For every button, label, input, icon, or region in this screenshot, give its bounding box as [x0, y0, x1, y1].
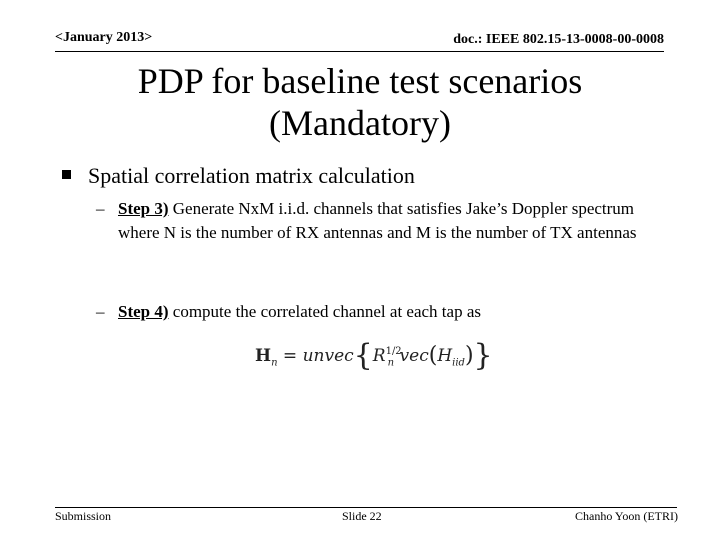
footer-divider: [55, 507, 677, 508]
footer-author: Chanho Yoon (ETRI): [574, 509, 678, 523]
formula-vec: vec: [399, 346, 429, 366]
dash-bullet-icon: –: [96, 199, 105, 218]
formula-lhs: H: [255, 346, 272, 366]
formula-h-sub: iid: [452, 357, 465, 369]
sub-bullet-body: [118, 300, 656, 324]
formula-unvec: unvec: [302, 346, 354, 366]
formula-equals: =: [277, 346, 303, 366]
slide-title-line-2: (Mandatory): [269, 103, 451, 143]
formula-r: R: [372, 346, 386, 366]
slide-title-line-1: PDP for baseline test scenarios: [137, 61, 583, 101]
footer-slide-number: Slide 22: [342, 509, 382, 523]
sub-bullet-body: [118, 197, 656, 245]
step-text: compute the correlated channel at each tap as: [168, 302, 481, 321]
dash-bullet-icon: –: [96, 302, 105, 321]
header-doc-id: doc.: IEEE 802.15-13-0008-00-0008: [453, 32, 664, 47]
formula-lhs-sub: n: [271, 357, 278, 369]
correlation-formula: [255, 338, 493, 373]
sub-bullet-step-3: [96, 197, 656, 245]
square-bullet-icon: [62, 170, 71, 179]
header-date: <January 2013>: [55, 30, 153, 45]
step-text: Generate NxM i.i.d. channels that satisfies Jake’s Doppler spectrum where N is the number of RX antennas and M is the number of TX antennas: [118, 199, 637, 242]
step-label: Step 4): [118, 302, 169, 321]
slide-title: [40, 60, 680, 144]
formula-r-sup: 1/2: [385, 346, 402, 358]
bullet-text: Spatial correlation matrix calculation: [88, 163, 415, 188]
header-divider: [55, 51, 664, 52]
footer-submission: Submission: [55, 509, 112, 523]
formula-open-brace: {: [353, 338, 373, 373]
formula-h: H: [437, 346, 453, 366]
sub-bullet-step-4: [96, 300, 656, 324]
formula-close-paren: ): [464, 343, 474, 368]
step-label: Step 3): [118, 199, 169, 218]
formula-r-sub: n: [387, 357, 395, 369]
formula-close-brace: }: [473, 338, 493, 373]
formula-open-paren: (: [428, 343, 438, 368]
